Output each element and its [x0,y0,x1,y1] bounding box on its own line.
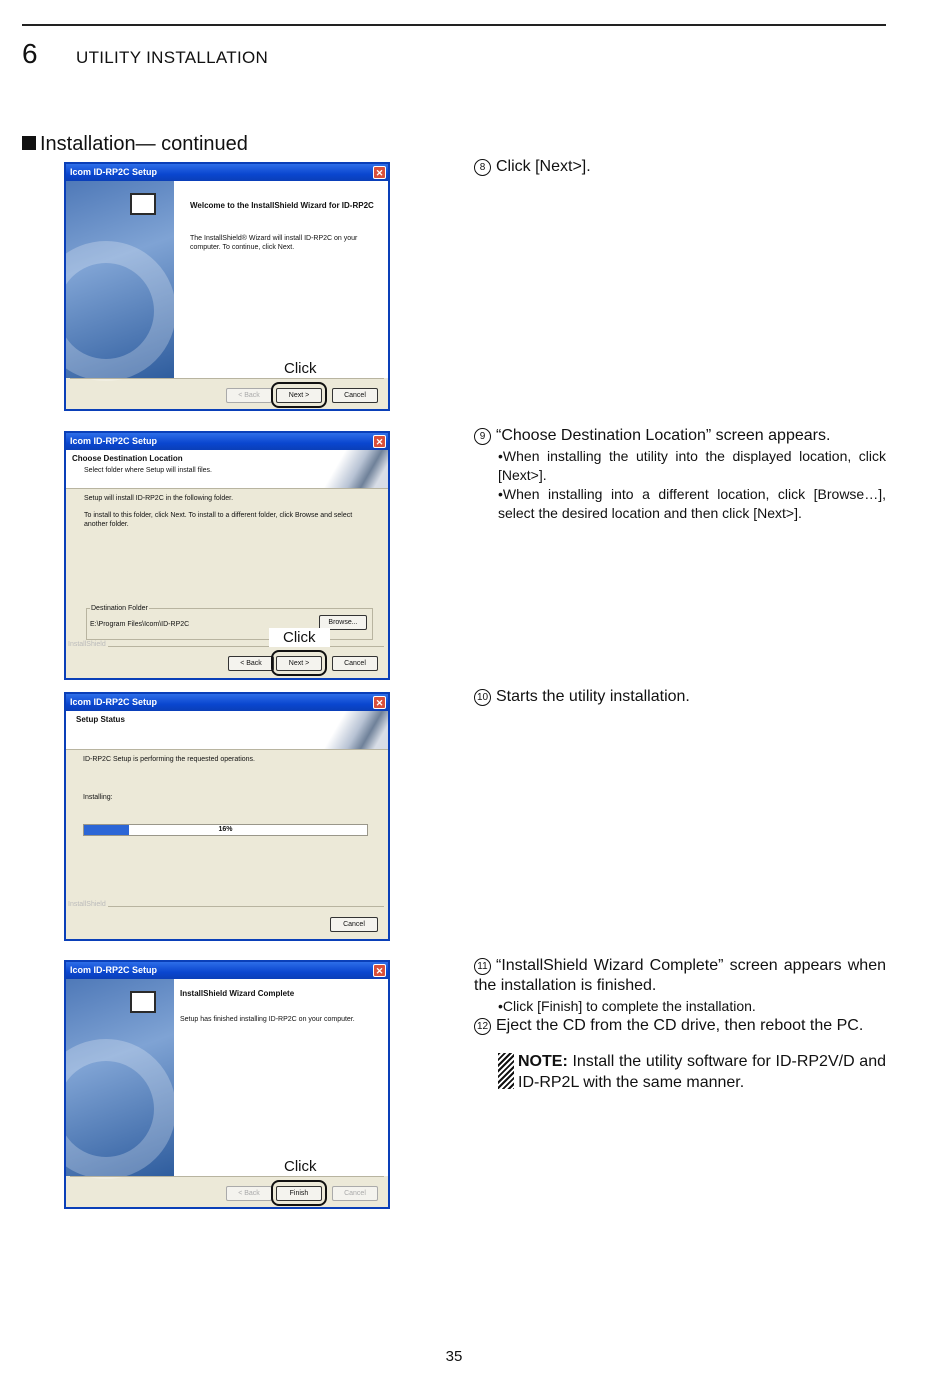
complete-dialog [64,960,390,1209]
installshield-brand: InstallShield [68,641,106,648]
complete-pane [174,979,388,1176]
destination-dialog [64,431,390,680]
step-11-bullet-1: •Click [Finish] to complete the installation. [498,998,756,1014]
chapter-title: UTILITY INSTALLATION [76,48,269,67]
note-block [498,1051,886,1093]
highlight-ring [271,1180,327,1206]
step-9-bullet-1: •When installing the utility into the displayed location, click [Next>]. [498,448,886,483]
welcome-body: The InstallShield® Wizard will install ID-RP2C on your computer. To continue, click Next. [190,235,358,251]
back-button[interactable]: < Back [226,1186,272,1201]
installshield-brand: InstallShield [68,901,106,908]
installer-icon [130,193,156,215]
destination-folder-path: E:\Program Files\Icom\ID-RP2C [90,621,190,628]
click-callout: Click [269,628,330,647]
installing-label: Installing: [83,794,113,801]
browse-button[interactable]: Browse... [319,615,367,630]
step-11 [474,956,886,996]
next-button[interactable]: Next > [276,388,322,403]
note-icon [498,1053,514,1089]
click-callout: Click [278,359,323,378]
installer-icon [130,991,156,1013]
step-number: 9 [474,428,491,445]
dialog-header [66,450,388,489]
swirl-graphic [64,241,176,381]
divider [108,646,384,647]
dialog-header [66,711,388,750]
step-text: Click [Next>]. [496,158,591,175]
complete-body: Setup has finished installing ID-RP2C on your computer. [180,1016,355,1023]
cancel-button[interactable]: Cancel [332,1186,378,1201]
status-dialog [64,692,390,941]
dialog-titlebar: Icom ID-RP2C Setup ✕ [66,433,388,450]
step-9-bullet-2: •When installing into a different location, click [Browse…], select the desired location and then click [Next>]. [498,486,886,521]
close-icon[interactable]: ✕ [373,964,386,977]
step-number: 8 [474,159,491,176]
status-line1: ID-RP2C Setup is performing the requested operations. [83,756,255,763]
step-text: “Choose Destination Location” screen appears. [496,427,831,444]
step-number: 12 [474,1018,491,1035]
destination-folder-label: Destination Folder [91,605,148,612]
highlight-ring [271,382,327,408]
close-icon[interactable]: ✕ [373,696,386,709]
step-text: Starts the utility installation. [496,688,690,705]
click-callout: Click [278,1157,323,1176]
cancel-button[interactable]: Cancel [332,656,378,671]
highlight-ring [271,650,327,676]
finish-button[interactable]: Finish [276,1186,322,1201]
dialog-titlebar: Icom ID-RP2C Setup ✕ [66,962,388,979]
dialog-titlebar: Icom ID-RP2C Setup ✕ [66,164,388,181]
cancel-button[interactable]: Cancel [330,917,378,932]
back-button[interactable]: < Back [228,656,274,671]
close-icon[interactable]: ✕ [373,166,386,179]
progress-percent: 16% [218,826,233,833]
step-10 [474,687,886,707]
welcome-pane [174,181,388,378]
step-8 [474,157,886,177]
next-button[interactable]: Next > [276,656,322,671]
header-rule [22,24,886,26]
step-9 [474,426,886,446]
section-heading: Installation— continued [22,133,248,156]
complete-heading: InstallShield Wizard Complete [180,989,295,998]
step-text: Eject the CD from the CD drive, then reboot the PC. [496,1017,864,1034]
wizard-sidebar [66,979,174,1176]
destination-line2: To install to this folder, click Next. To install to a different folder, click Browse and select another folder. [84,512,353,528]
step-text: “InstallShield Wizard Complete” screen appears when the installation is finished. [474,957,886,994]
welcome-heading: Welcome to the InstallShield Wizard for ID-RP2C [190,201,374,210]
destination-subheading: Select folder where Setup will install files. [84,467,213,474]
step-number: 10 [474,689,491,706]
cancel-button[interactable]: Cancel [332,388,378,403]
back-button[interactable]: < Back [226,388,272,403]
divider [70,378,384,379]
page-curl-graphic [318,711,388,749]
dialog-titlebar: Icom ID-RP2C Setup ✕ [66,694,388,711]
close-icon[interactable]: ✕ [373,435,386,448]
status-heading: Setup Status [76,715,125,724]
divider [108,906,384,907]
divider [70,1176,384,1177]
square-bullet-icon [22,136,36,150]
swirl-graphic [64,1039,176,1179]
destination-line1: Setup will install ID-RP2C in the following folder. [84,495,234,502]
note-text: NOTE: Install the utility software for ID-RP2V/D and ID-RP2L with the same manner. [518,1053,886,1091]
step-12 [474,1016,886,1036]
page-number: 35 [445,1348,463,1365]
page-curl-graphic [318,450,388,488]
chapter-number: 6 [22,38,38,69]
progress-bar [83,824,368,836]
wizard-sidebar [66,181,174,378]
destination-heading: Choose Destination Location [72,454,183,463]
step-number: 11 [474,958,491,975]
welcome-dialog [64,162,390,411]
